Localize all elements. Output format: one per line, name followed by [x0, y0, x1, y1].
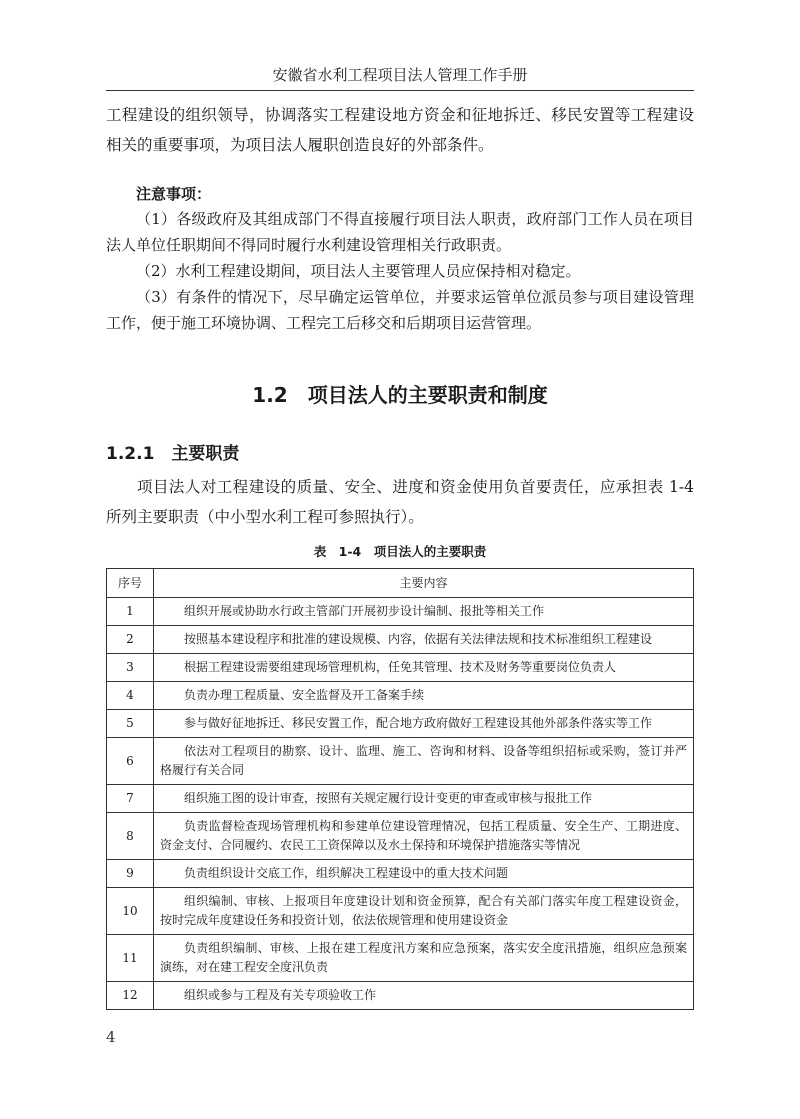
- row-number: 3: [107, 654, 154, 682]
- notice-item-1: （1）各级政府及其组成部门不得直接履行项目法人职责，政府部门工作人员在项目法人单位任职期间不得同时履行水利建设管理相关行政职责。: [106, 210, 694, 254]
- row-content: 负责组织编制、审核、上报在建工程度汛方案和应急预案，落实安全度汛措施，组织应急预案演练，对在建工程安全度汛负责: [154, 935, 694, 982]
- row-number: 9: [107, 860, 154, 888]
- intro-paragraph: 工程建设的组织领导，协调落实工程建设地方资金和征地拆迁、移民安置等工程建设相关的重要事项，为项目法人履职创造良好的外部条件。: [106, 106, 694, 154]
- notice-title: 注意事项：: [136, 185, 212, 203]
- table-row: [107, 654, 694, 682]
- table-row: [107, 626, 694, 654]
- row-content: 负责办理工程质量、安全监督及开工备案手续: [154, 682, 694, 710]
- table-row: [107, 682, 694, 710]
- subsection-title: 1.2.1 主要职责: [106, 444, 240, 464]
- row-content: 组织或参与工程及有关专项验收工作: [154, 982, 694, 1010]
- row-number: 5: [107, 710, 154, 738]
- header-rule: [106, 90, 694, 91]
- notice-item-2: （2）水利工程建设期间，项目法人主要管理人员应保持相对稳定。: [136, 262, 581, 280]
- row-content: 负责监督检查现场管理机构和参建单位建设管理情况，包括工程质量、安全生产、工期进度、资金支付、合同履约、农民工工资保障以及水土保持和环境保护措施落实等情况: [154, 813, 694, 860]
- table-row: [107, 598, 694, 626]
- table-row: [107, 982, 694, 1010]
- table-row: [107, 785, 694, 813]
- row-content: 参与做好征地拆迁、移民安置工作，配合地方政府做好工程建设其他外部条件落实等工作: [154, 710, 694, 738]
- row-content: 按照基本建设程序和批准的建设规模、内容，依据有关法律法规和技术标准组织工程建设: [154, 626, 694, 654]
- table-row: [107, 813, 694, 860]
- header-cell-number: 序号: [107, 569, 154, 598]
- row-number: 4: [107, 682, 154, 710]
- duties-table: [106, 568, 694, 1010]
- table-row: [107, 888, 694, 935]
- row-number: 7: [107, 785, 154, 813]
- table-header-row: [107, 569, 694, 598]
- page-header-title: 安徽省水利工程项目法人管理工作手册: [272, 66, 528, 84]
- table-row: [107, 738, 694, 785]
- row-number: 10: [107, 888, 154, 935]
- notice-item-3: （3）有条件的情况下，尽早确定运管单位，并要求运管单位派员参与项目建设管理工作，便于施工环境协调、工程完工后移交和后期项目运营管理。: [106, 288, 694, 332]
- row-content: 组织编制、审核、上报项目年度建设计划和资金预算，配合有关部门落实年度工程建设资金，按时完成年度建设任务和投资计划，依法依规管理和使用建设资金: [154, 888, 694, 935]
- row-content: 依法对工程项目的勘察、设计、监理、施工、咨询和材料、设备等组织招标或采购，签订并严格履行有关合同: [154, 738, 694, 785]
- row-content: 组织施工图的设计审查，按照有关规定履行设计变更的审查或审核与报批工作: [154, 785, 694, 813]
- table-row: [107, 710, 694, 738]
- table-row: [107, 935, 694, 982]
- row-content: 负责组织设计交底工作，组织解决工程建设中的重大技术问题: [154, 860, 694, 888]
- page-content: [106, 100, 694, 1010]
- row-number: 2: [107, 626, 154, 654]
- row-number: 8: [107, 813, 154, 860]
- section-title: 1.2 项目法人的主要职责和制度: [252, 383, 548, 407]
- row-number: 6: [107, 738, 154, 785]
- table-caption: 表 1-4 项目法人的主要职责: [313, 544, 487, 559]
- row-content: 根据工程建设需要组建现场管理机构，任免其管理、技术及财务等重要岗位负责人: [154, 654, 694, 682]
- body-paragraph: 项目法人对工程建设的质量、安全、进度和资金使用负首要责任，应承担表 1-4 所列主要职责（中小型水利工程可参照执行）。: [106, 478, 694, 526]
- row-number: 12: [107, 982, 154, 1010]
- row-number: 1: [107, 598, 154, 626]
- page-number: 4: [106, 1028, 116, 1046]
- row-content: 组织开展或协助水行政主管部门开展初步设计编制、报批等相关工作: [154, 598, 694, 626]
- header-cell-content: 主要内容: [154, 569, 694, 598]
- table-row: [107, 860, 694, 888]
- row-number: 11: [107, 935, 154, 982]
